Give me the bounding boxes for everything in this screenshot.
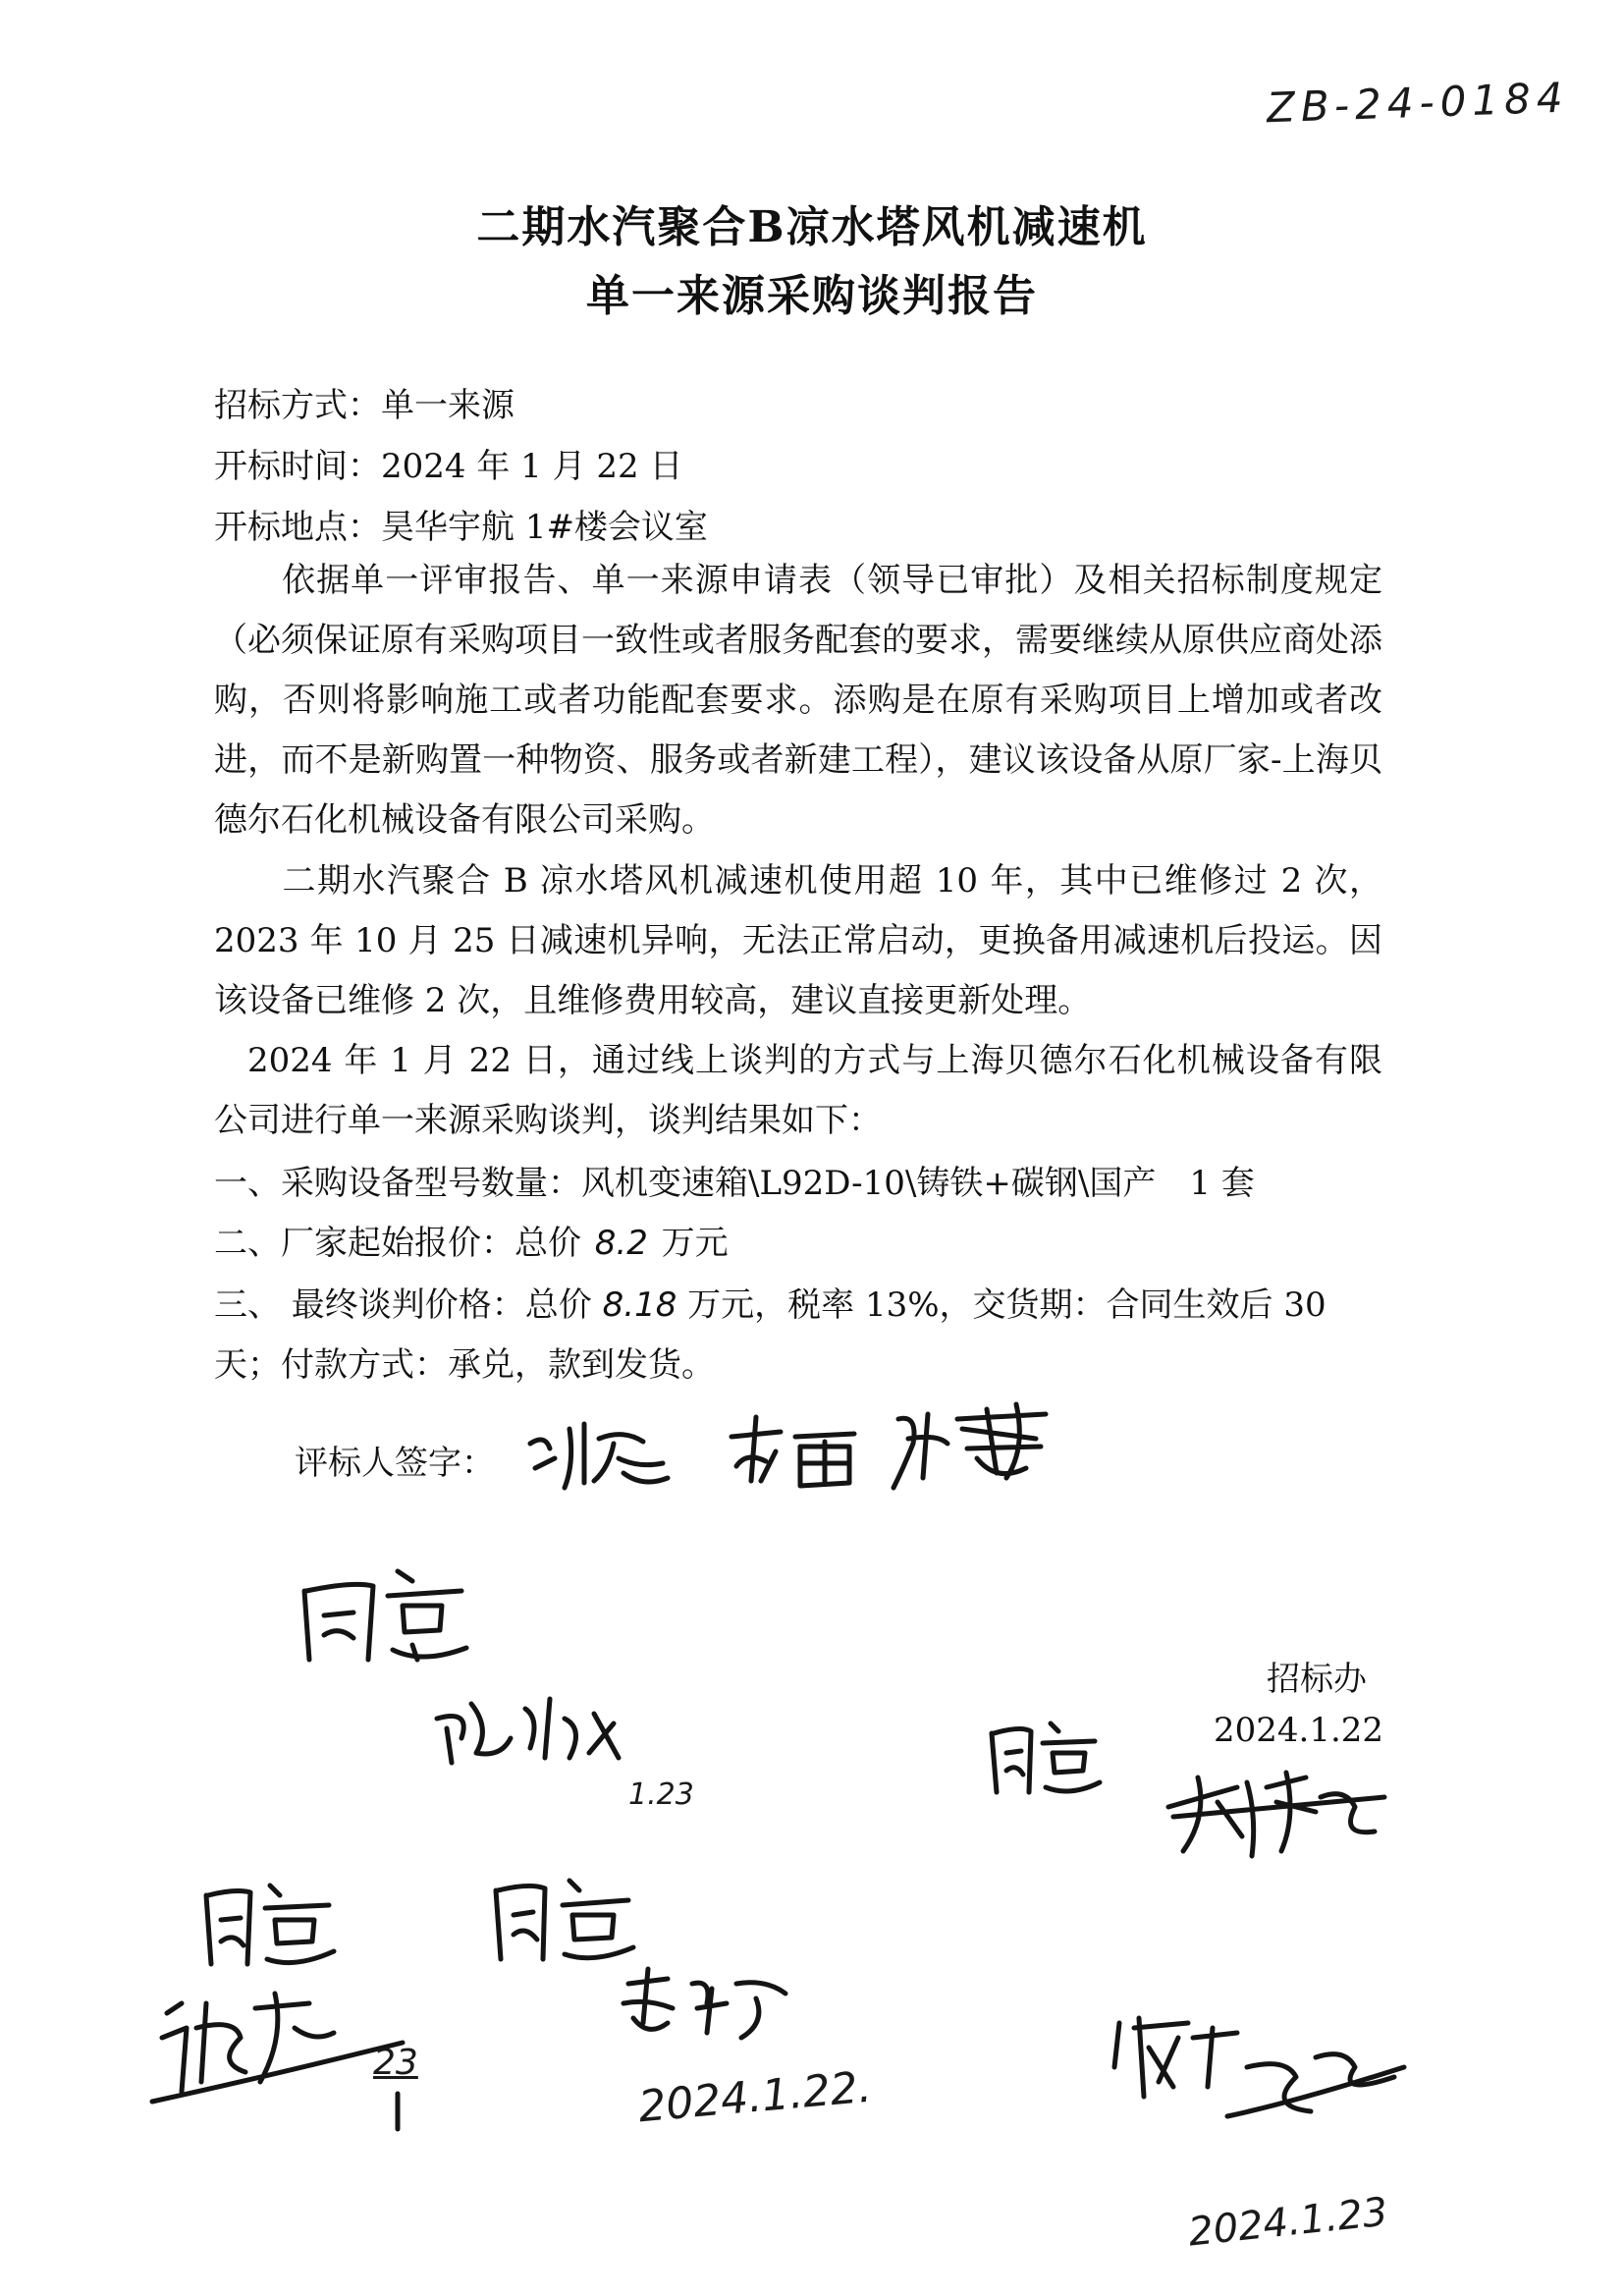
approval-date-2: 23 xyxy=(373,2043,418,2083)
bidding-method: 招标方式：单一来源 xyxy=(214,386,514,425)
initial-quote-label: 二、厂家起始报价：总价 xyxy=(214,1224,581,1263)
final-price-terms: 万元，税率 13%，交货期：合同生效后 30 天；付款方式：承兑，款到发货。 xyxy=(214,1285,1326,1385)
approval-date-1: 1.23 xyxy=(628,1777,694,1812)
bidding-office-date: 2024.1.22 xyxy=(1214,1711,1384,1750)
approver-signature-5 xyxy=(1100,2008,1414,2146)
approval-date-3: 2024.1.22. xyxy=(636,2061,874,2133)
evaluator-signature-2 xyxy=(722,1412,869,1491)
paragraph-negotiation xyxy=(214,1031,1382,1151)
evaluator-signature-3 xyxy=(889,1399,1056,1493)
paragraph-background-text: 二期水汽聚合 B 凉水塔风机减速机使用超 10 年，其中已维修过 2 次，2023 年 10 月 25 日减速机异响，无法正常启动，更换备用减速机后投运。因该设备已维修 2 次，且维修费用较高，建议直接更新处理。 xyxy=(214,861,1382,1020)
document-title-line1: 二期水汽聚合B凉水塔风机减速机 xyxy=(476,202,1148,252)
result-item-equipment: 一、采购设备型号数量：风机变速箱\L92D-10\铸铁+碳钢\国产 1 套 xyxy=(214,1164,1255,1203)
bid-opening-time: 开标时间：2024 年 1 月 22 日 xyxy=(214,447,683,486)
bidding-office: 招标办 xyxy=(1267,1660,1367,1699)
result-item-initial-quote xyxy=(214,1216,1382,1264)
paragraph-negotiation-text: 2024 年 1 月 22 日，通过线上谈判的方式与上海贝德尔石化机械设备有限公司进行单一来源采购谈判，谈判结果如下： xyxy=(214,1041,1382,1140)
initial-quote-unit: 万元 xyxy=(661,1224,729,1263)
paragraph-background xyxy=(214,851,1382,1031)
paragraph-basis xyxy=(214,551,1382,850)
result-item-final-price xyxy=(214,1276,1382,1395)
approver-signature-1 xyxy=(432,1689,638,1768)
evaluator-signature-label: 评标人签字： xyxy=(295,1444,495,1483)
approval-mark-2 xyxy=(982,1714,1110,1802)
approval-mark-1 xyxy=(295,1561,491,1669)
serial-number: ZB-24-0184 xyxy=(1266,73,1570,133)
document-title-line2: 单一来源采购谈判报告 xyxy=(586,271,1038,321)
approval-date-4: 2024.1.23 xyxy=(1186,2189,1390,2256)
evaluator-signature-1 xyxy=(525,1414,673,1493)
initial-quote-value: 8.2 xyxy=(594,1224,648,1263)
final-price-label: 三、 最终谈判价格：总价 xyxy=(214,1285,592,1325)
paragraph-basis-text: 依据单一评审报告、单一来源申请表（领导已审批）及相关招标制度规定（必须保证原有采购项目一致性或者服务配套的要求，需要继续从原供应商处添购，否则将影响施工或者功能配套要求。添购是在原有采购项目上增加或者改进，而不是新购置一种物资、服务或者新建工程），建议该设备从原厂家-上海贝德尔石化机械设备有限公司采购。 xyxy=(214,561,1382,840)
approval-mark-3 xyxy=(196,1871,344,1974)
approver-signature-3 xyxy=(619,1964,795,2043)
date-stroke xyxy=(388,2092,407,2131)
approver-signature-2 xyxy=(1159,1758,1394,1866)
bid-opening-location: 开标地点：昊华宇航 1#楼会议室 xyxy=(214,508,708,547)
approval-mark-4 xyxy=(486,1871,643,1969)
final-price-value: 8.18 xyxy=(602,1285,677,1325)
